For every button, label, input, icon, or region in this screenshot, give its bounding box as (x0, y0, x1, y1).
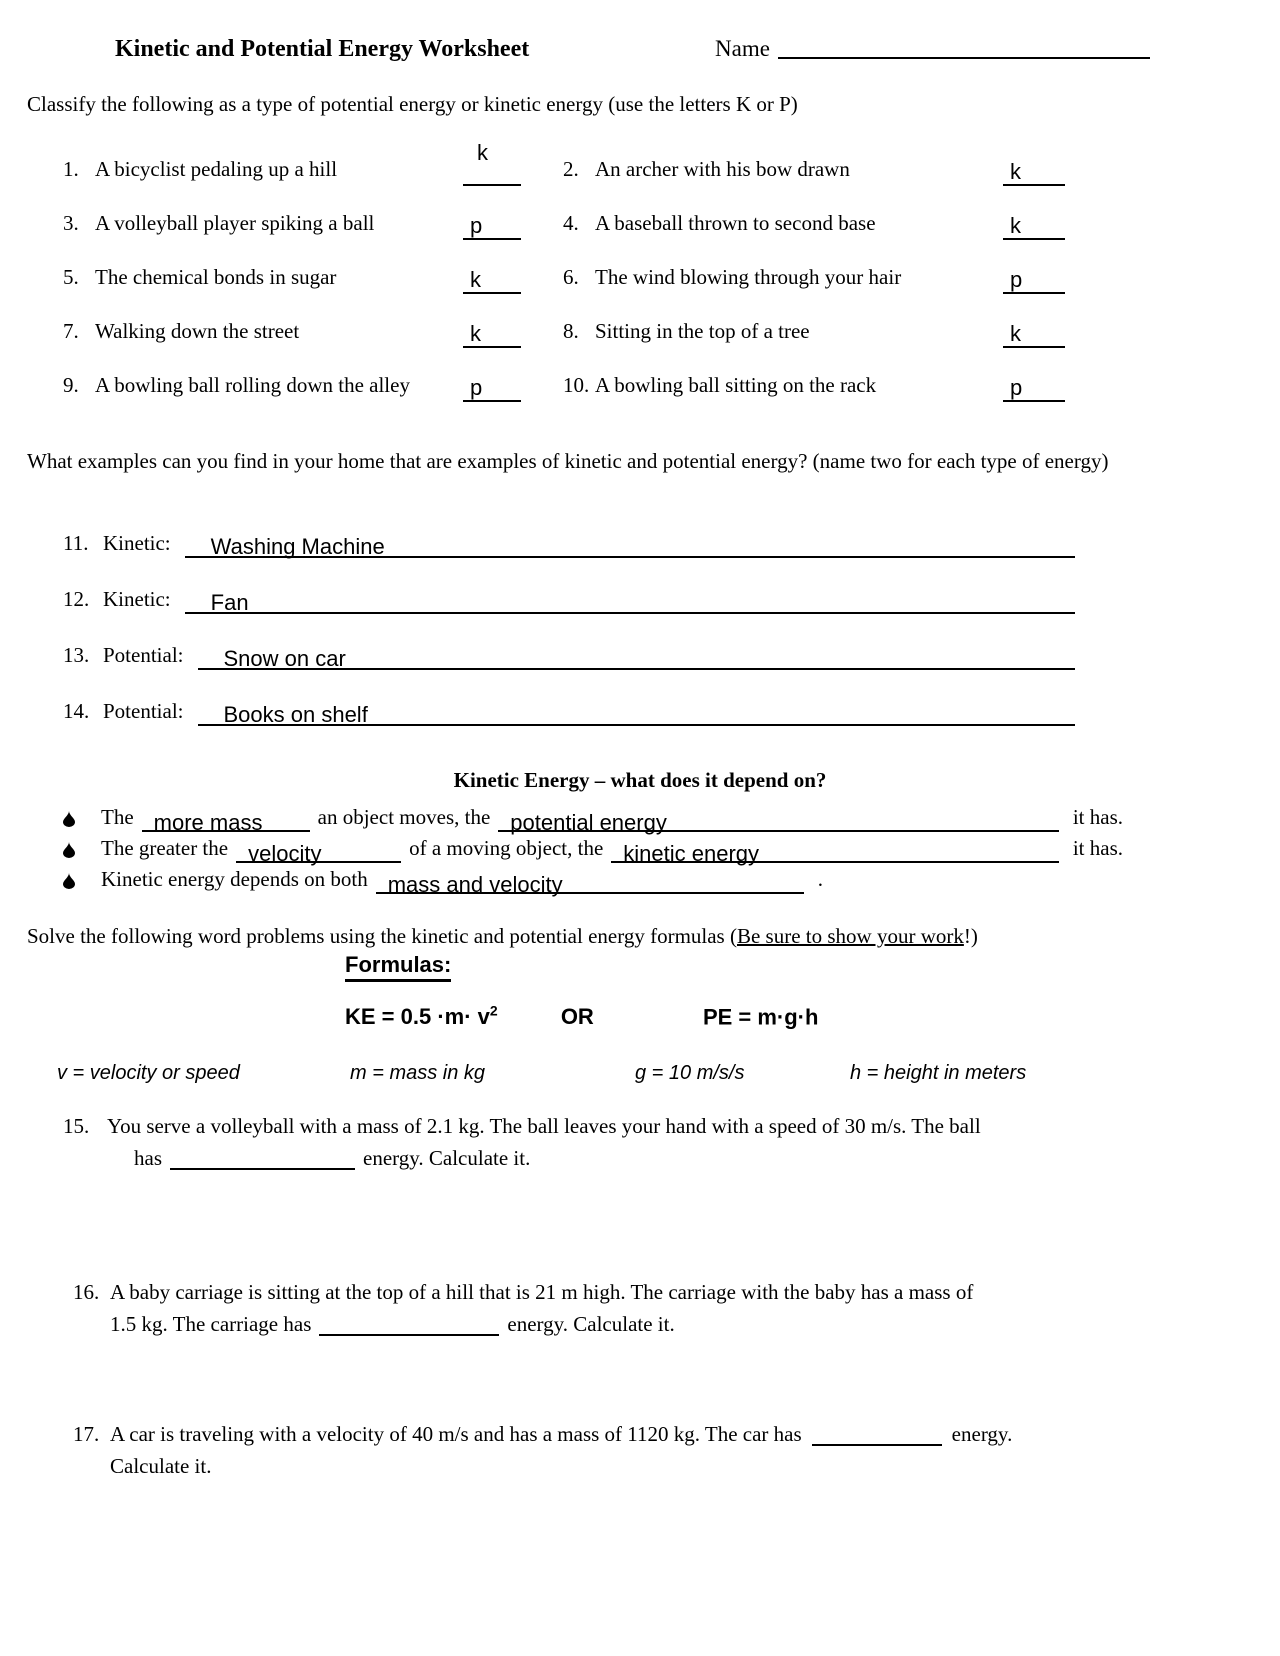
problem-number: 16. (73, 1280, 100, 1304)
kinetic-energy-bullets (63, 802, 1123, 895)
problem-number: 15. (63, 1114, 90, 1138)
answer-blank-line (1003, 192, 1065, 240)
answer-letter: k (477, 140, 488, 165)
bullet-item-2 (63, 833, 1123, 866)
variable-def-m: m = mass in kg (350, 1062, 486, 1084)
home-item-11 (63, 524, 1075, 558)
answer-blank-line (1003, 138, 1065, 186)
bullet-text: The greater the (101, 836, 229, 860)
formula-ke: KE = $0.5 \cdot m\cdot v^2$ (345, 1003, 498, 1030)
item-number: 12. (63, 587, 90, 611)
home-item-13 (63, 636, 1075, 670)
classify-answer-7 (463, 294, 563, 348)
item-text: A bowling ball sitting on the rack (595, 373, 877, 397)
item-number: 10. (563, 373, 590, 397)
item-text: Walking down the street (95, 319, 300, 343)
bullet-text: of a moving object, the (409, 836, 604, 860)
answer-text: Washing Machine (210, 534, 385, 559)
item-number: 11. (63, 531, 89, 555)
answer-blank-line (1003, 246, 1065, 294)
variable-def-v: v = velocity or speed (57, 1062, 240, 1084)
kinetic-energy-heading: Kinetic Energy – what does it depend on? (453, 768, 827, 792)
fill-blank (236, 831, 401, 866)
solve-instruction (27, 924, 978, 949)
item-text: A bicyclist pedaling up a hill (95, 157, 338, 181)
fill-blank (498, 800, 1059, 835)
item-text: An archer with his bow drawn (595, 157, 850, 181)
bullet-item-3 (63, 864, 1123, 897)
answer-blank-line (463, 300, 521, 348)
problem-line (134, 1142, 1203, 1174)
variable-definitions (0, 1062, 1280, 1090)
home-examples-question: What examples can you find in your home that are examples of kinetic and potential energy? (name two for each type of energy) (27, 449, 1109, 473)
home-examples-list (63, 524, 1075, 748)
classify-item-5 (63, 265, 463, 294)
bullet-text: . (817, 867, 823, 891)
answer-letter: k (470, 267, 481, 292)
classify-list (63, 132, 1243, 402)
item-text: A baseball thrown to second base (595, 211, 876, 235)
problem-line (73, 1276, 1213, 1308)
answer-blank-line (463, 192, 521, 240)
problem-17 (73, 1418, 1233, 1482)
problem-16 (73, 1276, 1213, 1340)
variable-def-g: g = 10 m/s/s (635, 1062, 745, 1084)
bullet-text: The (101, 805, 134, 829)
item-text: A bowling ball rolling down the alley (95, 373, 410, 397)
classify-answer-8 (1003, 294, 1133, 348)
home-item-14 (63, 692, 1075, 726)
problem-text: Calculate it. (110, 1454, 212, 1478)
formula-or: OR (560, 1004, 594, 1030)
problem-15 (63, 1110, 1203, 1174)
name-field (715, 36, 1150, 62)
answer-blank-line (463, 354, 521, 402)
classify-item-7 (63, 319, 463, 348)
problem-text: energy. Calculate it. (507, 1312, 675, 1336)
solve-text: !) (963, 924, 978, 948)
fill-blank (611, 831, 1059, 866)
problem-line (110, 1308, 1213, 1340)
fill-blank (142, 800, 310, 835)
answer-text: potential energy (510, 810, 667, 835)
answer-text: more mass (153, 810, 263, 835)
name-label: Name (715, 36, 770, 61)
answer-text: Books on shelf (223, 702, 368, 727)
answer-blank-line (185, 522, 1075, 558)
answer-letter: k (1010, 321, 1021, 346)
item-number: 2. (563, 157, 579, 181)
droplet-bullet-icon (63, 842, 75, 858)
bullet-text: Kinetic energy depends on both (101, 867, 368, 891)
item-number: 7. (63, 319, 79, 343)
answer-blank-line (1003, 354, 1065, 402)
item-text: The wind blowing through your hair (595, 265, 902, 289)
classify-answer-10 (1003, 348, 1133, 402)
item-label: 13. Potential: (63, 643, 184, 667)
droplet-bullet-icon (63, 873, 75, 889)
name-blank-line (778, 57, 1150, 59)
item-text: The chemical bonds in sugar (95, 265, 337, 289)
formula-pe: PE = m·g·h (702, 1004, 819, 1030)
fill-blank (170, 1168, 355, 1170)
variable-def-h: h = height in meters (850, 1062, 1027, 1084)
fill-blank (319, 1334, 499, 1336)
classify-answer-4 (1003, 186, 1133, 240)
classify-instruction: Classify the following as a type of potential energy or kinetic energy (use the letters K or P) (27, 92, 798, 116)
problem-text: You serve a volleyball with a mass of 2.1 kg. The ball leaves your hand with a speed of 30 m/s. The ball (107, 1114, 981, 1138)
classify-item-9 (63, 373, 463, 402)
problem-line (110, 1450, 1233, 1482)
answer-letter: k (470, 321, 481, 346)
fill-blank (376, 862, 804, 897)
classify-item-4 (563, 211, 1003, 240)
answer-letter: k (1010, 213, 1021, 238)
bullet-item-1 (63, 802, 1123, 835)
item-number: 5. (63, 265, 79, 289)
classify-answer-6 (1003, 240, 1133, 294)
page-title: Kinetic and Potential Energy Worksheet (115, 36, 530, 62)
classify-answer-2 (1003, 132, 1133, 186)
problem-text: A baby carriage is sitting at the top of a hill that is 21 m high. The carriage with the baby has a mass of (110, 1280, 974, 1304)
answer-blank-line (185, 578, 1075, 614)
solve-text-underlined: Be sure to show your work (736, 924, 964, 948)
classify-item-10 (563, 373, 1003, 402)
problem-line (73, 1418, 1233, 1450)
item-text: Sitting in the top of a tree (595, 319, 810, 343)
fill-blank (812, 1444, 942, 1446)
classify-answer-5 (463, 240, 563, 294)
bullet-text: it has. (1072, 805, 1123, 829)
home-item-12 (63, 580, 1075, 614)
classify-answer-9 (463, 348, 563, 402)
answer-letter: k (1010, 159, 1021, 184)
answer-blank-line (198, 690, 1076, 726)
answer-text: kinetic energy (623, 841, 760, 866)
answer-text: velocity (248, 841, 322, 866)
item-number: 14. (63, 699, 90, 723)
problem-text: has (134, 1146, 162, 1170)
classify-item-3 (63, 211, 463, 240)
answer-letter: p (470, 375, 483, 400)
problem-number: 17. (73, 1422, 100, 1446)
answer-text: Fan (210, 590, 249, 615)
item-number: 6. (563, 265, 579, 289)
answer-blank-line (463, 246, 521, 294)
bullet-text: it has. (1072, 836, 1123, 860)
answer-text: mass and velocity (387, 872, 563, 897)
item-text: A volleyball player spiking a ball (95, 211, 375, 235)
solve-text: Solve the following word problems using the kinetic and potential energy formulas ( (27, 924, 737, 948)
answer-blank-line (198, 634, 1076, 670)
problem-line (63, 1110, 1203, 1142)
formulas-label: Formulas: (345, 952, 451, 982)
droplet-bullet-icon (63, 811, 75, 827)
item-number: 1. (63, 157, 79, 181)
formula-ke-exponent: 2 (489, 1003, 498, 1019)
item-number: 4. (563, 211, 579, 235)
problem-text: A car is traveling with a velocity of 40 m/s and has a mass of 1120 kg. The car has energy. (110, 1422, 1013, 1446)
answer-blank-line (1003, 300, 1065, 348)
answer-letter: p (1010, 375, 1023, 400)
item-number: 3. (63, 211, 79, 235)
answer-letter: p (1010, 267, 1023, 292)
formula-line (345, 1003, 818, 1030)
item-label: 14. Potential: (63, 699, 184, 723)
item-label: 11. Kinetic: (63, 531, 171, 555)
answer-blank-line (463, 138, 521, 186)
item-number: 9. (63, 373, 79, 397)
answer-text: Snow on car (223, 646, 346, 671)
classify-answer-3 (463, 186, 563, 240)
item-number: 8. (563, 319, 579, 343)
problem-text: 1.5 kg. The carriage has (110, 1312, 312, 1336)
classify-item-6 (563, 265, 1003, 294)
classify-answer-1 (463, 132, 563, 186)
problem-text: energy. Calculate it. (363, 1146, 531, 1170)
answer-letter: p (470, 213, 483, 238)
item-label: 12. Kinetic: (63, 587, 171, 611)
classify-item-8 (563, 319, 1003, 348)
item-number: 13. (63, 643, 90, 667)
bullet-text: an object moves, the (317, 805, 491, 829)
classify-item-1 (63, 157, 463, 186)
classify-item-2 (563, 157, 1003, 186)
